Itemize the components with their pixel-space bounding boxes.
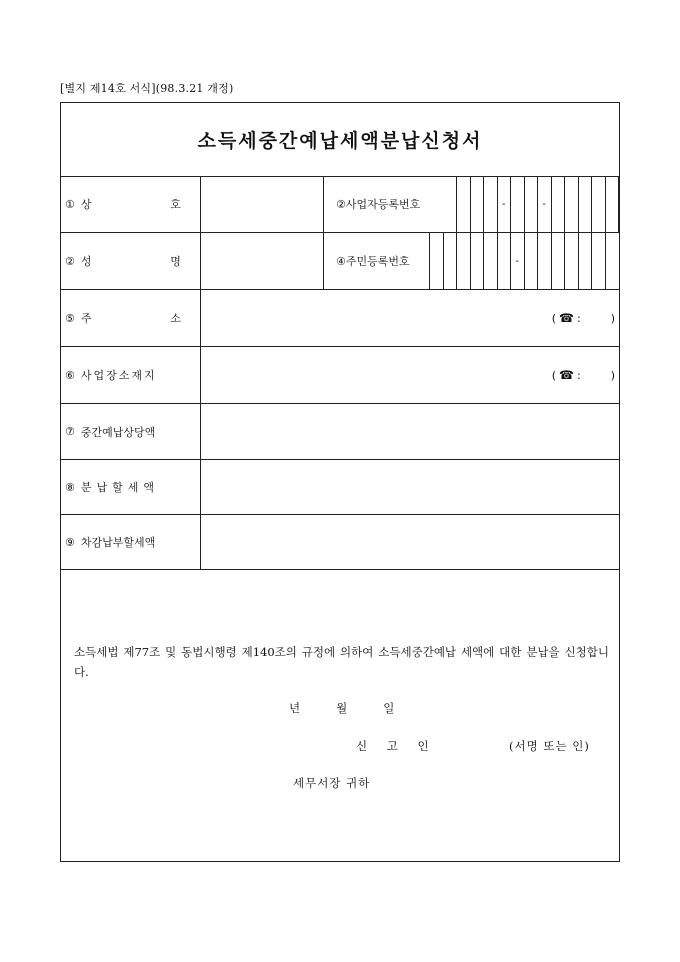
row-workplace bbox=[61, 347, 619, 404]
id-digit-cell[interactable] bbox=[457, 176, 471, 232]
label-installment-amount bbox=[61, 460, 201, 514]
label-text bbox=[81, 253, 181, 269]
label-char: 상 bbox=[80, 198, 92, 211]
id-digit-cell[interactable] bbox=[471, 233, 485, 289]
label-address bbox=[61, 290, 201, 346]
business-reg-no-cells bbox=[457, 176, 633, 232]
label-text: 분납할세액 bbox=[80, 481, 160, 494]
id-digit-cell[interactable] bbox=[525, 176, 539, 232]
id-digit-cell[interactable] bbox=[484, 233, 498, 289]
form-header-note: [별지 제14호 서식](98.3.21 개정) bbox=[60, 82, 234, 95]
date-month: 월 bbox=[336, 701, 348, 715]
date-year: 년 bbox=[289, 701, 301, 715]
resident-reg-no-cells bbox=[430, 233, 619, 289]
id-separator-cell: - bbox=[511, 233, 525, 289]
phone-icon: ☎ bbox=[559, 368, 574, 382]
company-value-field[interactable] bbox=[201, 176, 323, 232]
id-digit-cell[interactable] bbox=[484, 176, 498, 232]
signer-label: 신 고 인 bbox=[356, 739, 437, 753]
item-number: ② bbox=[65, 254, 75, 268]
item-number: ⑤ bbox=[65, 311, 75, 325]
id-digit-cell[interactable] bbox=[471, 176, 485, 232]
label-char: 호 bbox=[170, 198, 181, 211]
id-digit-cell[interactable] bbox=[592, 233, 606, 289]
row-net-amount bbox=[61, 515, 619, 570]
workplace-value-field[interactable] bbox=[201, 347, 619, 403]
id-digit-cell[interactable] bbox=[525, 233, 539, 289]
address-value-field[interactable] bbox=[201, 290, 619, 346]
application-form bbox=[60, 102, 620, 862]
label-name bbox=[61, 233, 201, 289]
id-digit-cell[interactable] bbox=[606, 176, 620, 232]
name-value-field[interactable] bbox=[201, 233, 323, 289]
id-digit-cell[interactable] bbox=[552, 176, 566, 232]
label-text: 차감납부할세액 bbox=[80, 536, 156, 549]
label-interim-amount bbox=[61, 404, 201, 459]
label-text: 중간예납상당액 bbox=[80, 425, 156, 439]
id-digit-cell[interactable] bbox=[552, 233, 566, 289]
label-net-amount bbox=[61, 515, 201, 569]
paren-open: ( bbox=[551, 368, 557, 382]
item-number: ⑦ bbox=[65, 425, 75, 438]
title-row bbox=[61, 103, 619, 177]
id-digit-cell[interactable] bbox=[592, 176, 606, 232]
label-char: 명 bbox=[170, 255, 181, 268]
paren-close: ) bbox=[610, 368, 615, 382]
label-char: 성 bbox=[80, 255, 92, 268]
date-line bbox=[289, 700, 394, 716]
workplace-phone bbox=[552, 347, 615, 403]
label-char: 주 bbox=[80, 312, 92, 325]
installment-amount-field[interactable] bbox=[201, 460, 619, 514]
id-digit-cell[interactable] bbox=[579, 233, 593, 289]
addressee: 세무서장 귀하 bbox=[293, 776, 371, 790]
id-digit-cell[interactable] bbox=[430, 233, 444, 289]
paren-open: ( bbox=[551, 311, 557, 325]
row-name bbox=[61, 233, 619, 290]
item-number: ⑨ bbox=[65, 535, 75, 549]
paren-close: ) bbox=[610, 311, 615, 325]
signature-note: (서명 또는 인) bbox=[509, 739, 590, 753]
label-company bbox=[61, 176, 201, 232]
id-digit-cell[interactable] bbox=[619, 176, 633, 232]
id-digit-cell[interactable] bbox=[565, 176, 579, 232]
colon: : bbox=[576, 368, 581, 382]
row-company bbox=[61, 176, 619, 233]
id-separator-cell: - bbox=[498, 176, 512, 232]
label-text bbox=[81, 196, 181, 212]
row-interim-amount bbox=[61, 404, 619, 460]
item-number: ⑥ bbox=[65, 368, 75, 382]
colon: : bbox=[576, 311, 581, 325]
label-workplace bbox=[61, 347, 201, 403]
id-digit-cell[interactable] bbox=[498, 233, 512, 289]
id-digit-cell[interactable] bbox=[579, 176, 593, 232]
id-digit-cell[interactable] bbox=[457, 233, 471, 289]
id-digit-cell[interactable] bbox=[511, 176, 525, 232]
item-number: ⑧ bbox=[65, 480, 75, 494]
item-number: ① bbox=[65, 197, 75, 211]
interim-amount-field[interactable] bbox=[201, 404, 619, 459]
label-char: 소 bbox=[170, 312, 181, 325]
label-business-reg-no: ②사업자등록번호 bbox=[323, 176, 457, 232]
id-digit-cell[interactable] bbox=[565, 233, 579, 289]
row-address bbox=[61, 290, 619, 347]
id-digit-cell[interactable] bbox=[606, 233, 620, 289]
label-text bbox=[81, 310, 181, 326]
id-digit-cell[interactable] bbox=[538, 233, 552, 289]
phone-icon: ☎ bbox=[559, 311, 574, 325]
id-separator-cell: - bbox=[538, 176, 552, 232]
form-title: 소득세중간예납세액분납신청서 bbox=[197, 130, 483, 152]
date-day: 일 bbox=[383, 701, 395, 715]
label-resident-reg-no: ④주민등록번호 bbox=[323, 233, 430, 289]
net-amount-field[interactable] bbox=[201, 515, 619, 569]
declaration-section bbox=[61, 570, 619, 860]
declaration-statement: 소득세법 제77조 및 동법시행령 제140조의 규정에 의하여 소득세중간예납 세액에 대한 분납을 신청합니다. bbox=[74, 645, 609, 679]
address-phone bbox=[552, 290, 615, 346]
label-text: 사업장소재지 bbox=[80, 369, 157, 382]
id-digit-cell[interactable] bbox=[444, 233, 458, 289]
row-installment-amount bbox=[61, 460, 619, 515]
